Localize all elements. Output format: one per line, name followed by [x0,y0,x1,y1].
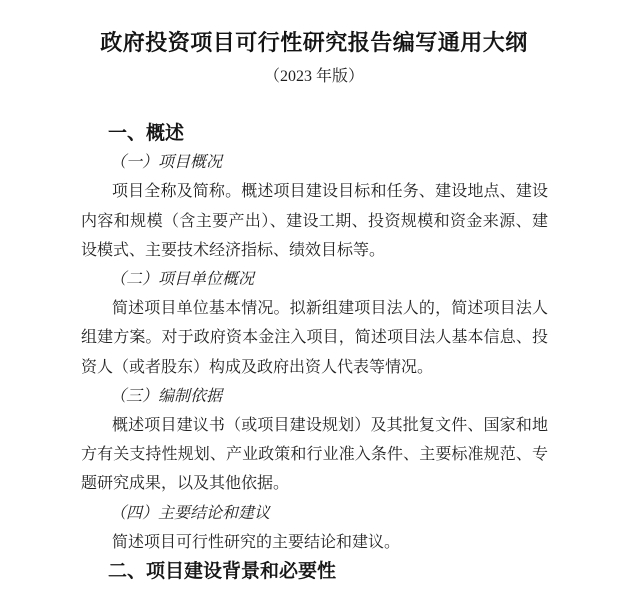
sub-section-heading: （一）项目概况 [110,154,223,172]
document-subtitle: （2023 年版） [263,68,364,85]
paragraph: 简述项目可行性研究的主要结论和建议。 [112,533,401,551]
section-heading: 一、概述 [108,123,185,144]
paragraph: 概述项目建议书（或项目建设规划）及其批复文件、国家和地方有关支持性规划、产业政策和行业准入条件、主要标准规范、专题研究成果，以及其他依据。 [81,417,548,493]
sub-section-heading: （四）主要结论和建议 [110,504,271,522]
section-heading: 二、项目建设背景和必要性 [108,561,337,583]
paragraph: 项目全称及简称。概述项目建设目标和任务、建设地点、建设内容和规模（含主要产出）、建设工期、投资规模和资金来源、建设模式、主要技术经济指标、绩效目标等。 [81,183,548,259]
sub-section-heading: （三）编制依据 [110,387,223,405]
paragraph: 简述项目单位基本情况。拟新组建项目法人的，简述项目法人组建方案。对于政府资本金注入项目，简述项目法人基本信息、投资人（或者股东）构成及政府出资人代表等情况。 [81,300,548,376]
document-title: 政府投资项目可行性研究报告编写通用大纲 [100,30,528,55]
document-body [81,119,548,586]
sub-section-heading: （二）项目单位概况 [110,271,255,289]
